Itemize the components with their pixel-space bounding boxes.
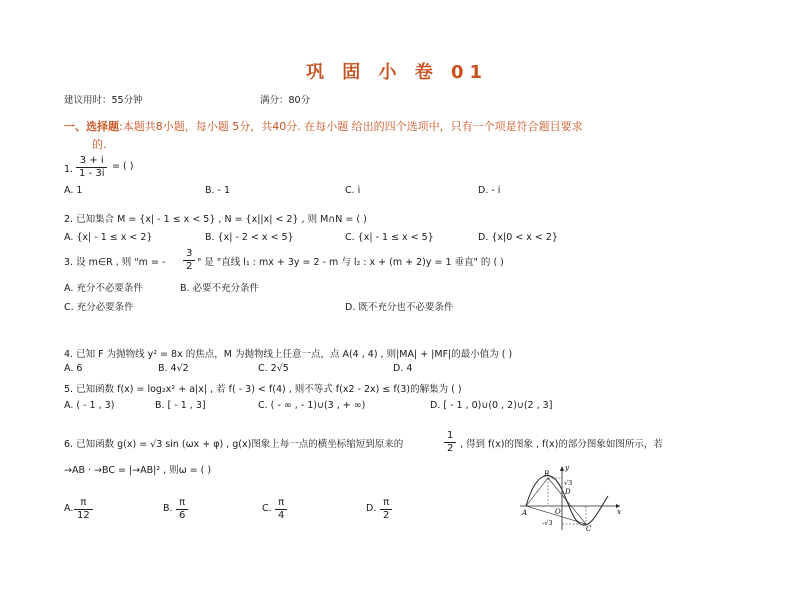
full-score: 满分：80分: [260, 95, 311, 106]
q6-option-d-num: π: [380, 497, 392, 510]
q1-option-b: B. - 1: [205, 185, 231, 196]
label-b: B: [544, 470, 550, 478]
q6-option-d-fraction: [380, 497, 392, 522]
q6-option-a-fraction: [74, 497, 93, 522]
section-title: 一、选择题: [64, 120, 119, 133]
question-3-denominator: 2: [186, 261, 193, 272]
q6-option-c-fraction: [275, 497, 287, 522]
section-description: :本题共8小题，每小题 5分，共40分. 在每小题 给出的四个选项中，只有一个项是符合题目要求: [119, 120, 583, 133]
sine-graph: [518, 462, 626, 532]
question-1-fraction: [76, 155, 107, 180]
question-1-number: 1.: [64, 164, 74, 175]
question-6-post: , 得到 f(x)的图象 , f(x)的部分图象如图所示，若: [460, 439, 663, 450]
question-6-fraction: [444, 430, 456, 455]
q3-option-a: A. 充分不必要条件: [64, 283, 143, 294]
q1-option-c: C. i: [345, 185, 361, 196]
q2-option-a: A. {x| - 1 ≤ x < 2}: [64, 232, 153, 243]
question-3-fraction: [183, 248, 195, 273]
label-x: x: [617, 508, 621, 516]
q1-option-d: D. - i: [478, 185, 501, 196]
label-neg-sqrt3: -√3: [542, 519, 553, 527]
q3-option-d: D. 既不充分也不必要条件: [345, 302, 454, 313]
q6-option-d-den: 2: [383, 510, 390, 521]
q5-option-c: C. ( - ∞ , - 1)∪(3 , + ∞): [258, 400, 366, 411]
q2-option-c: C. {x| - 1 ≤ x < 5}: [345, 232, 434, 243]
label-o: O: [555, 508, 561, 516]
page-title: 巩 固 小 卷 01: [305, 62, 489, 83]
q1-option-a: A. 1: [64, 185, 83, 196]
q4-option-c: C. 2√5: [258, 363, 289, 374]
q4-option-d: D. 4: [393, 363, 413, 374]
label-a: A: [522, 509, 528, 517]
q6-option-b-num: π: [176, 497, 188, 510]
label-c: C: [586, 525, 592, 532]
q6-option-c-num: π: [275, 497, 287, 510]
q5-option-b: B. [ - 1 , 3]: [155, 400, 206, 411]
question-6-line2: →AB · →BC = |→AB|² , 则ω = ( ): [64, 465, 212, 476]
label-sqrt3: √3: [564, 479, 573, 487]
question-1-denominator: 1 - 3i: [79, 168, 105, 179]
q4-option-a: A. 6: [64, 363, 83, 374]
question-1-tail: = ( ): [112, 161, 134, 172]
q4-option-b: B. 4√2: [158, 363, 189, 374]
question-4: 4. 已知 F 为抛物线 y² = 8x 的焦点，M 为抛物线上任意一点，点 A(4 , 4) , 则|MA| + |MF|的最小值为 ( ): [64, 349, 513, 360]
label-d: D: [565, 488, 571, 496]
q6-option-a-den: 12: [77, 510, 90, 521]
question-3-post: " 是 "直线 l₁ : mx + 3y = 2 - m 与 l₂ : x + (m + 2)y = 1 垂直" 的 ( ): [197, 257, 504, 268]
question-1-numerator: 3 + i: [76, 155, 107, 168]
q3-option-b: B. 必要不充分条件: [180, 283, 260, 294]
section-description-cont: 的.: [92, 138, 107, 151]
q6-option-b-den: 6: [179, 510, 186, 521]
q6-option-c-den: 4: [278, 510, 285, 521]
q5-option-d: D. [ - 1 , 0)∪(0 , 2)∪(2 , 3]: [430, 400, 553, 411]
q6-option-a-label: A.: [64, 503, 74, 514]
y-axis-arrow: [560, 466, 564, 471]
question-6-denominator: 2: [447, 443, 454, 454]
q6-option-a-num: π: [74, 497, 93, 510]
q3-option-c: C. 充分必要条件: [64, 302, 134, 313]
question-2: 2. 已知集合 M = {x| - 1 ≤ x < 5} , N = {x||x| < 2} , 则 M∩N = ( ): [64, 214, 367, 225]
question-6-numerator: 1: [444, 430, 456, 443]
q2-option-b: B. {x| - 2 < x < 5}: [205, 232, 294, 243]
question-5: 5. 已知函数 f(x) = log₂x² + a|x| , 若 f( - 3) < f(4) , 则不等式 f(x2 - 2x) ≤ f(3)的解集为 ( ): [64, 384, 462, 395]
section-heading: [64, 118, 583, 134]
q2-option-d: D. {x|0 < x < 2}: [478, 232, 558, 243]
q6-option-b-fraction: [176, 497, 188, 522]
question-6-pre: 6. 已知函数 g(x) = √3 sin (ωx + φ) , g(x)图象上每一点的横坐标缩短到原来的: [64, 439, 404, 450]
q6-option-b-label: B.: [163, 503, 173, 514]
label-y: y: [565, 464, 569, 472]
q6-option-c-label: C.: [262, 503, 272, 514]
question-3-pre: 3. 设 m∈R , 则 "m = -: [64, 257, 166, 268]
question-3-numerator: 3: [183, 248, 195, 261]
suggested-time: 建议用时：55分钟: [64, 95, 143, 106]
q6-option-d-label: D.: [366, 503, 377, 514]
q5-option-a: A. ( - 1 , 3): [64, 400, 115, 411]
